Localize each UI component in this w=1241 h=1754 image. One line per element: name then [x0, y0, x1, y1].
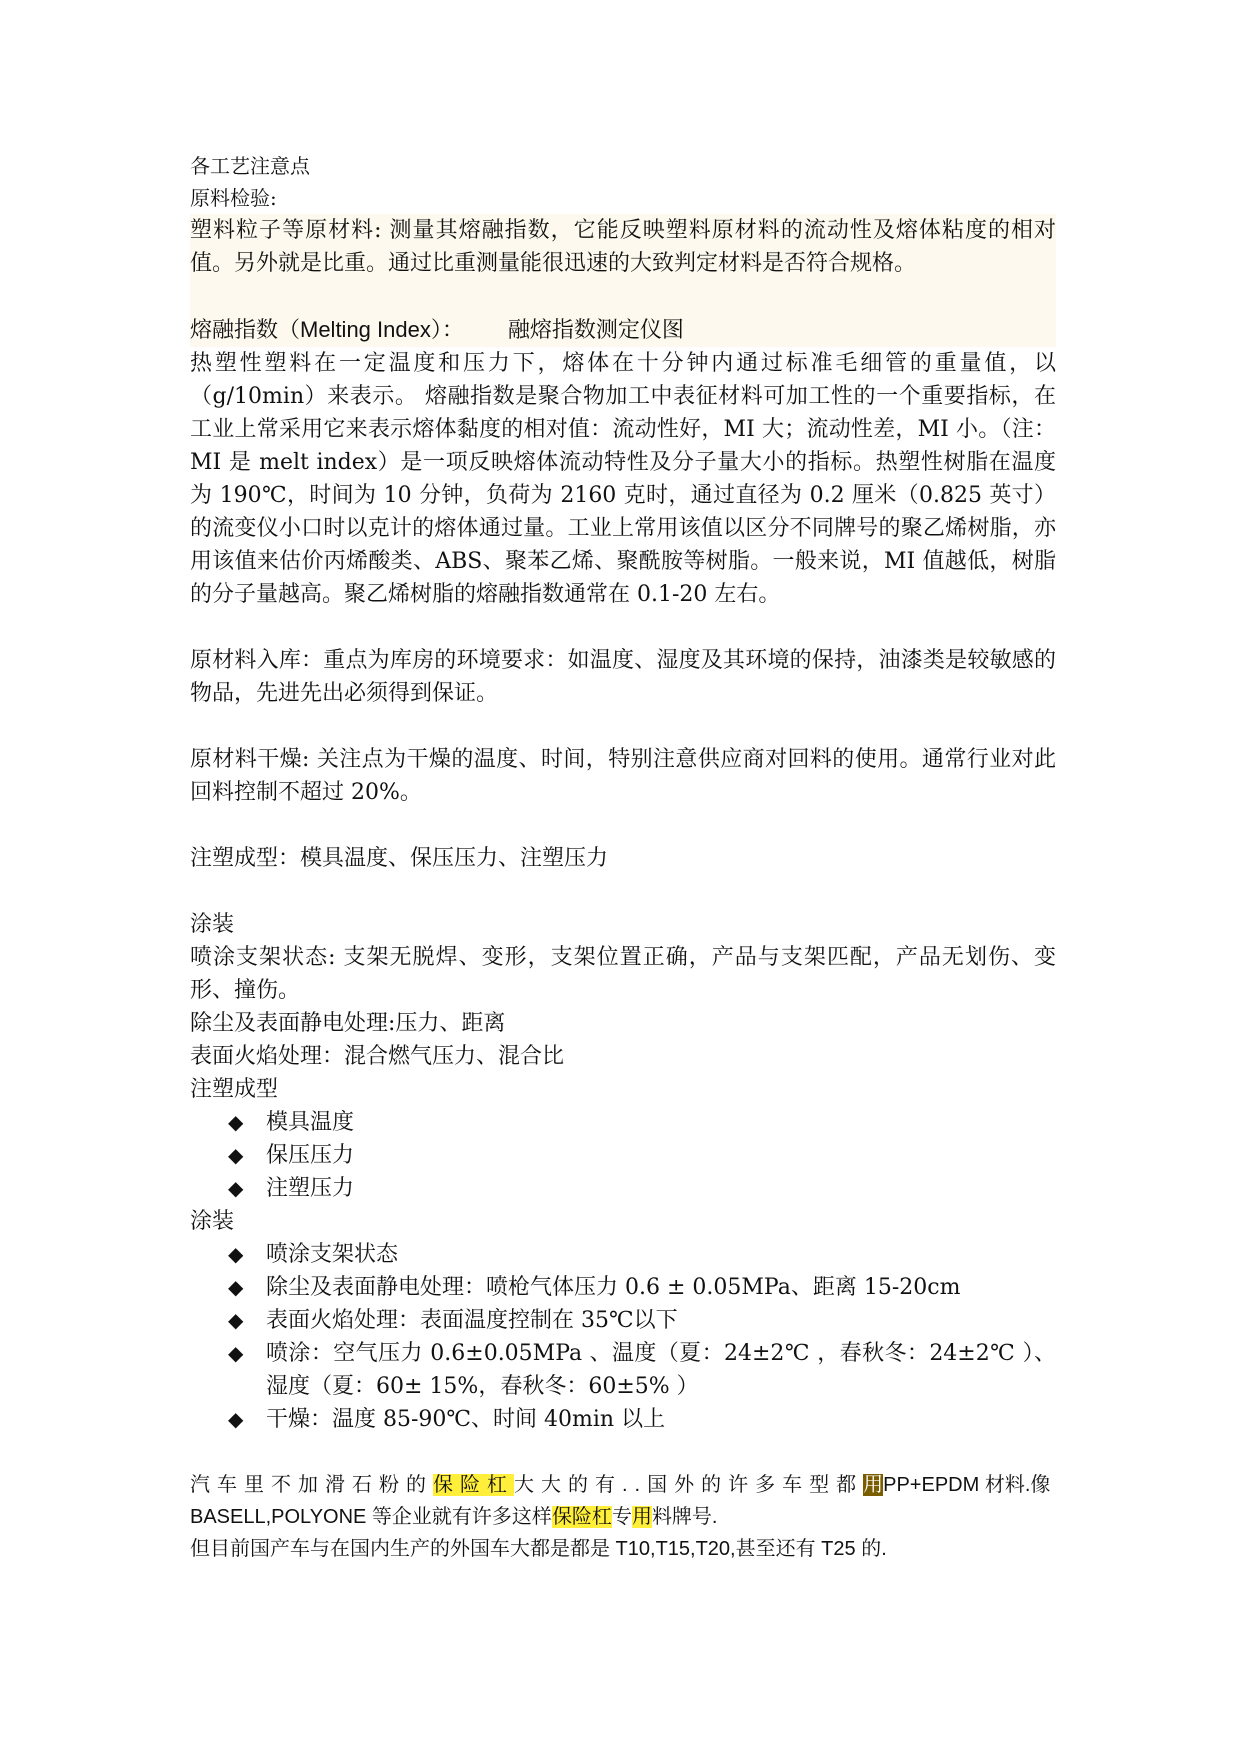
- highlight-bumper: 保险杠: [551, 1506, 612, 1528]
- mi-heading: 熔融指数（Melting Index）：: [190, 317, 464, 342]
- diamond-bullet-icon: ◆: [228, 1275, 244, 1299]
- footer-paragraph-3: 但目前国产车与在国内生产的外国车大都是都是 T10,T15,T20,甚至还有 T25 的.: [190, 1538, 887, 1560]
- list-item: ◆ 喷涂支架状态: [228, 1238, 1056, 1271]
- list-item: ◆ 保压压力: [228, 1139, 1056, 1172]
- coating-line: 喷涂支架状态: 支架无脱焊、变形，支架位置正确，产品与支架匹配，产品无划伤、变形、撞伤。: [190, 945, 1056, 1003]
- list-item: ◆ 干燥：温度 85-90℃、时间 40min 以上: [228, 1403, 1056, 1436]
- molding-heading: 注塑成型: [190, 1077, 279, 1102]
- storage-text: 原材料入库：重点为库房的环境要求：如温度、湿度及其环境的保持，油漆类是较敏感的物品，先进先出必须得到保证。: [190, 648, 1056, 706]
- doc-title: 各工艺注意点: [190, 154, 310, 178]
- diamond-bullet-icon: ◆: [228, 1242, 244, 1266]
- inspection-text: 塑料粒子等原材料: 测量其熔融指数，它能反映塑料原材料的流动性及熔体粘度的相对值。另外就是比重。通过比重测量能很迅速的大致判定材料是否符合规格。: [190, 218, 1056, 276]
- coating-line: 表面火焰处理：混合燃气压力、混合比: [190, 1044, 565, 1069]
- diamond-bullet-icon: ◆: [228, 1110, 244, 1134]
- list-item: ◆ 喷涂：空气压力 0.6±0.05MPa 、温度（夏：24±2℃ ，春秋冬：24±2℃ ）、湿度（夏：60± 15%，春秋冬：60±5% ）: [228, 1337, 1056, 1403]
- list-item: ◆ 除尘及表面静电处理：喷枪气体压力 0.6 ± 0.05MPa、距离 15-20cm: [228, 1271, 1056, 1304]
- highlight-bumper: 保险杠: [433, 1474, 514, 1496]
- diamond-bullet-icon: ◆: [228, 1308, 244, 1332]
- mi-text: 热塑性塑料在一定温度和压力下，熔体在十分钟内通过标准毛细管的重量值，以（g/10min）来表示。 熔融指数是聚合物加工中表征材料可加工性的一个重要指标，在工业上常采用它来表示熔体黏度的相对值：流动性好，MI 大；流动性差，MI 小。（注：MI 是 melt index）是一项反映熔体流动特性及分子量大小的指标。热塑性树脂在温度为 190℃，时间为 10 分钟，负荷为 2160 克时，通过直径为 0.2 厘米（0.825 英寸）的流变仪小口时以克计的熔体通过量。工业上常用该值以区分不同牌号的聚乙烯树脂，亦用该值来估价丙烯酸类、ABS、聚苯乙烯、聚酰胺等树脂。一般来说，MI 值越低，树脂的分子量越高。聚乙烯树脂的熔融指数通常在 0.1-20 左右。: [190, 351, 1056, 607]
- molding-text: 注塑成型：模具温度、保压压力、注塑压力: [190, 846, 609, 871]
- coating-heading: 涂装: [190, 912, 235, 937]
- highlight-use: 用: [631, 1506, 652, 1528]
- footer-paragraph-2: BASELL,POLYONE 等企业就有许多这样保险杠专用料牌号.: [190, 1506, 718, 1528]
- diamond-bullet-icon: ◆: [228, 1407, 244, 1431]
- molding-bullet-list: [190, 1106, 1056, 1205]
- coating-bullet-list: [190, 1238, 1056, 1436]
- highlighted-block: [190, 214, 1056, 347]
- footer-paragraph-1: 汽车里不加滑石粉的保险杠大大的有..国外的许多车型都用PP+EPDM 材料.像: [190, 1474, 1051, 1496]
- diamond-bullet-icon: ◆: [228, 1176, 244, 1200]
- list-item: ◆ 模具温度: [228, 1106, 1056, 1139]
- inspection-heading: 原料检验:: [190, 186, 277, 210]
- drying-text: 原材料干燥: 关注点为干燥的温度、时间，特别注意供应商对回料的使用。通常行业对此回料控制不超过 20%。: [190, 747, 1056, 805]
- mi-heading-line: [190, 313, 1056, 347]
- coating-heading-2: 涂装: [190, 1209, 235, 1234]
- list-item: ◆ 注塑压力: [228, 1172, 1056, 1205]
- list-item: ◆ 表面火焰处理：表面温度控制在 35℃以下: [228, 1304, 1056, 1337]
- diamond-bullet-icon: ◆: [228, 1341, 244, 1365]
- coating-line: 除尘及表面静电处理:压力、距离: [190, 1011, 506, 1036]
- diamond-bullet-icon: ◆: [228, 1143, 244, 1167]
- document-page: [190, 150, 1056, 1565]
- highlight-use: 用: [863, 1474, 884, 1496]
- mi-heading-right: 融熔指数测定仪图: [507, 318, 684, 343]
